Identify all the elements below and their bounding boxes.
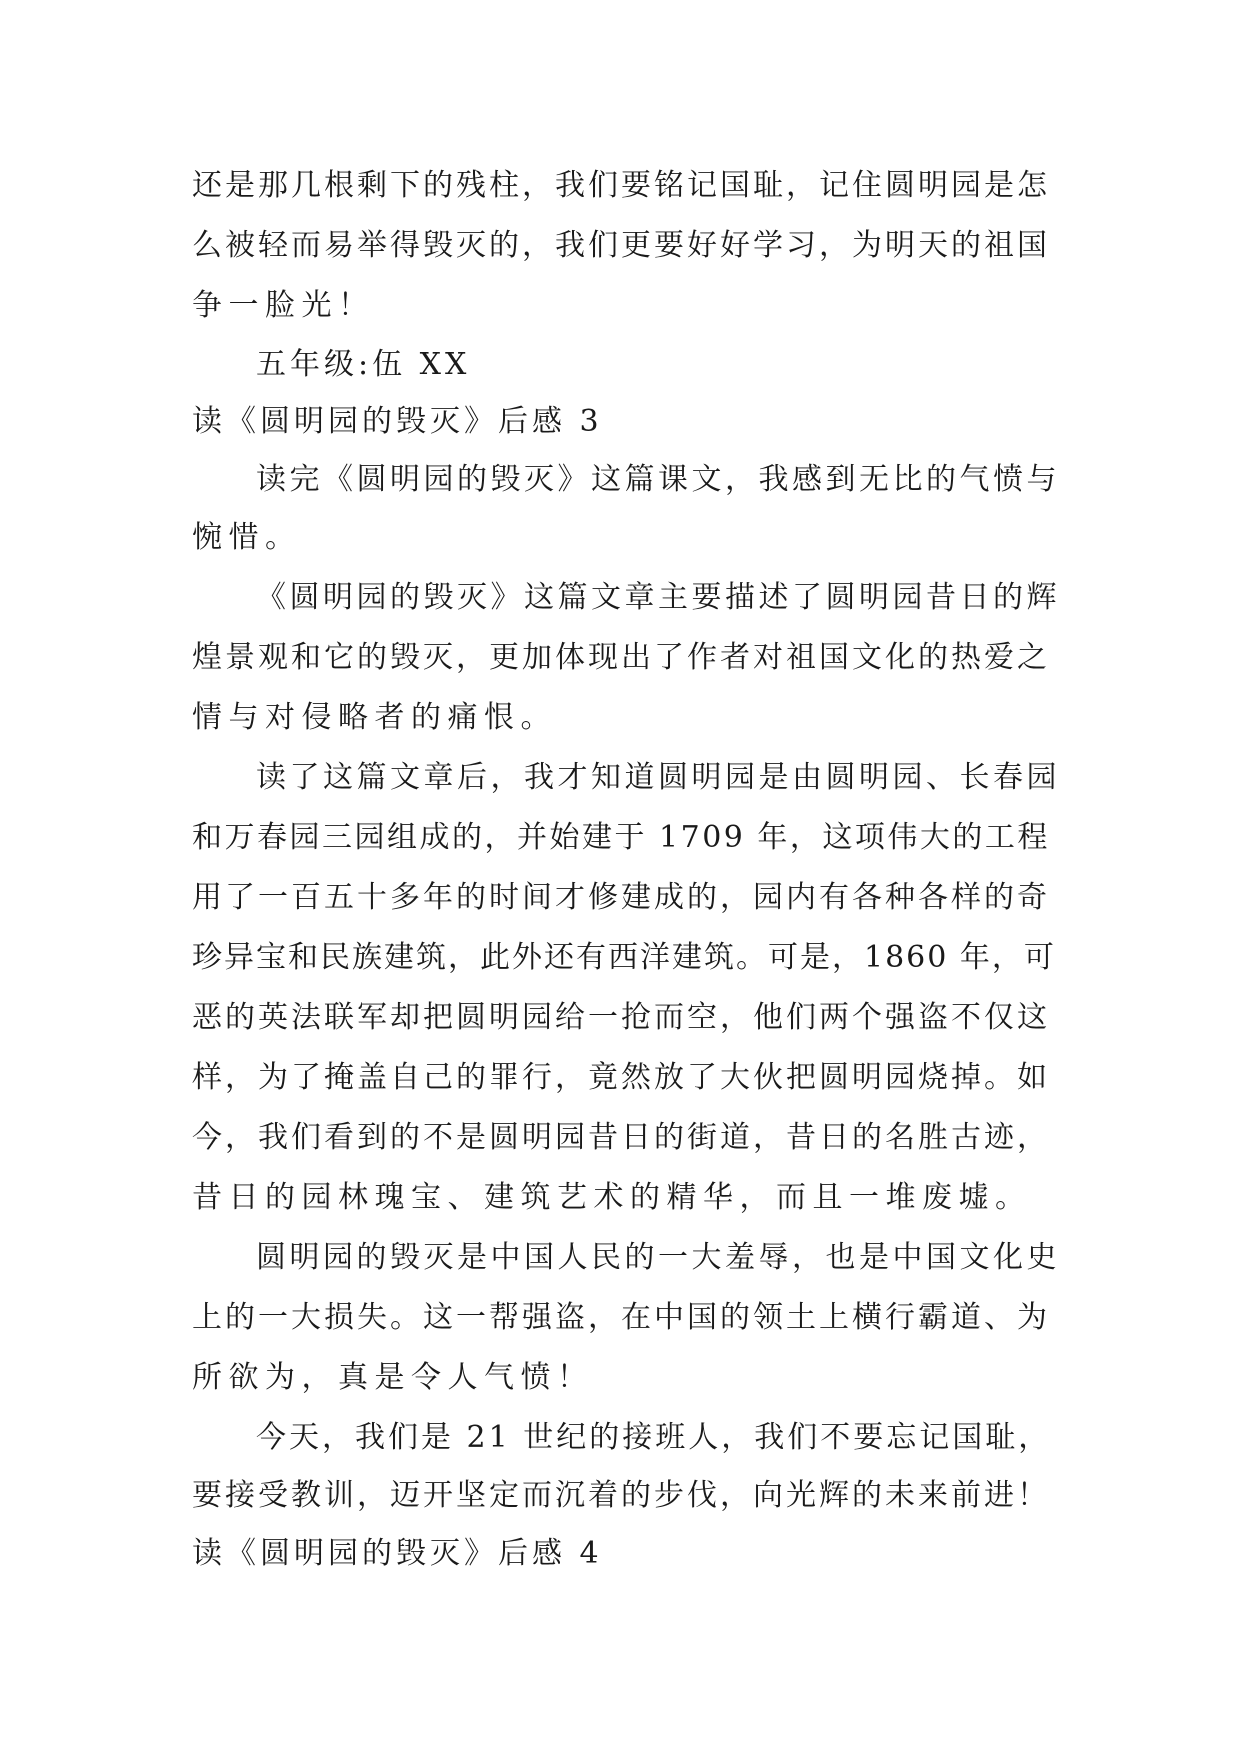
text-line: 读了这篇文章后，我才知道圆明园是由圆明园、长春园: [256, 760, 1060, 795]
text-line: 用了一百五十多年的时间才修建成的，园内有各种各样的奇: [192, 880, 1050, 915]
text-line: 珍异宝和民族建筑，此外还有西洋建筑。可是，1860 年，可: [192, 940, 1056, 975]
text-line: 上的一大损失。这一帮强盗，在中国的领土上横行霸道、为: [192, 1300, 1050, 1335]
text-line: 今天，我们是 21 世纪的接班人，我们不要忘记国耻，: [256, 1420, 1052, 1455]
section-heading: 读《圆明园的毁灭》后感 3: [192, 404, 603, 439]
text-line: 圆明园的毁灭是中国人民的一大羞辱，也是中国文化史: [256, 1240, 1060, 1275]
text-line: 争一脸光！: [192, 288, 375, 323]
text-line: 还是那几根剩下的残柱，我们要铭记国耻，记住圆明园是怎: [192, 168, 1050, 203]
text-line: 煌景观和它的毁灭，更加体现出了作者对祖国文化的热爱之: [192, 640, 1050, 675]
text-line: 样，为了掩盖自己的罪行，竟然放了大伙把圆明园烧掉。如: [192, 1060, 1050, 1095]
author-line: 五年级:伍 XX: [256, 347, 471, 382]
text-line: 情与对侵略者的痛恨。: [192, 700, 557, 735]
text-line: 《圆明园的毁灭》这篇文章主要描述了圆明园昔日的辉: [256, 580, 1060, 615]
section-heading: 读《圆明园的毁灭》后感 4: [192, 1536, 603, 1571]
text-line: 惋惜。: [192, 520, 302, 555]
text-line: 所欲为，真是令人气愤！: [192, 1360, 594, 1395]
text-line: 要接受教训，迈开坚定而沉着的步伐，向光辉的未来前进！: [192, 1478, 1050, 1513]
text-line: 和万春园三园组成的，并始建于 1709 年，这项伟大的工程: [192, 820, 1050, 855]
text-line: 恶的英法联军却把圆明园给一抢而空，他们两个强盗不仅这: [192, 1000, 1050, 1035]
text-line: 么被轻而易举得毁灭的，我们更要好好学习，为明天的祖国: [192, 228, 1050, 263]
text-line: 昔日的园林瑰宝、建筑艺术的精华，而且一堆废墟。: [192, 1180, 1032, 1215]
text-line: 读完《圆明园的毁灭》这篇课文，我感到无比的气愤与: [256, 462, 1060, 497]
text-line: 今，我们看到的不是圆明园昔日的街道，昔日的名胜古迹，: [192, 1120, 1050, 1155]
